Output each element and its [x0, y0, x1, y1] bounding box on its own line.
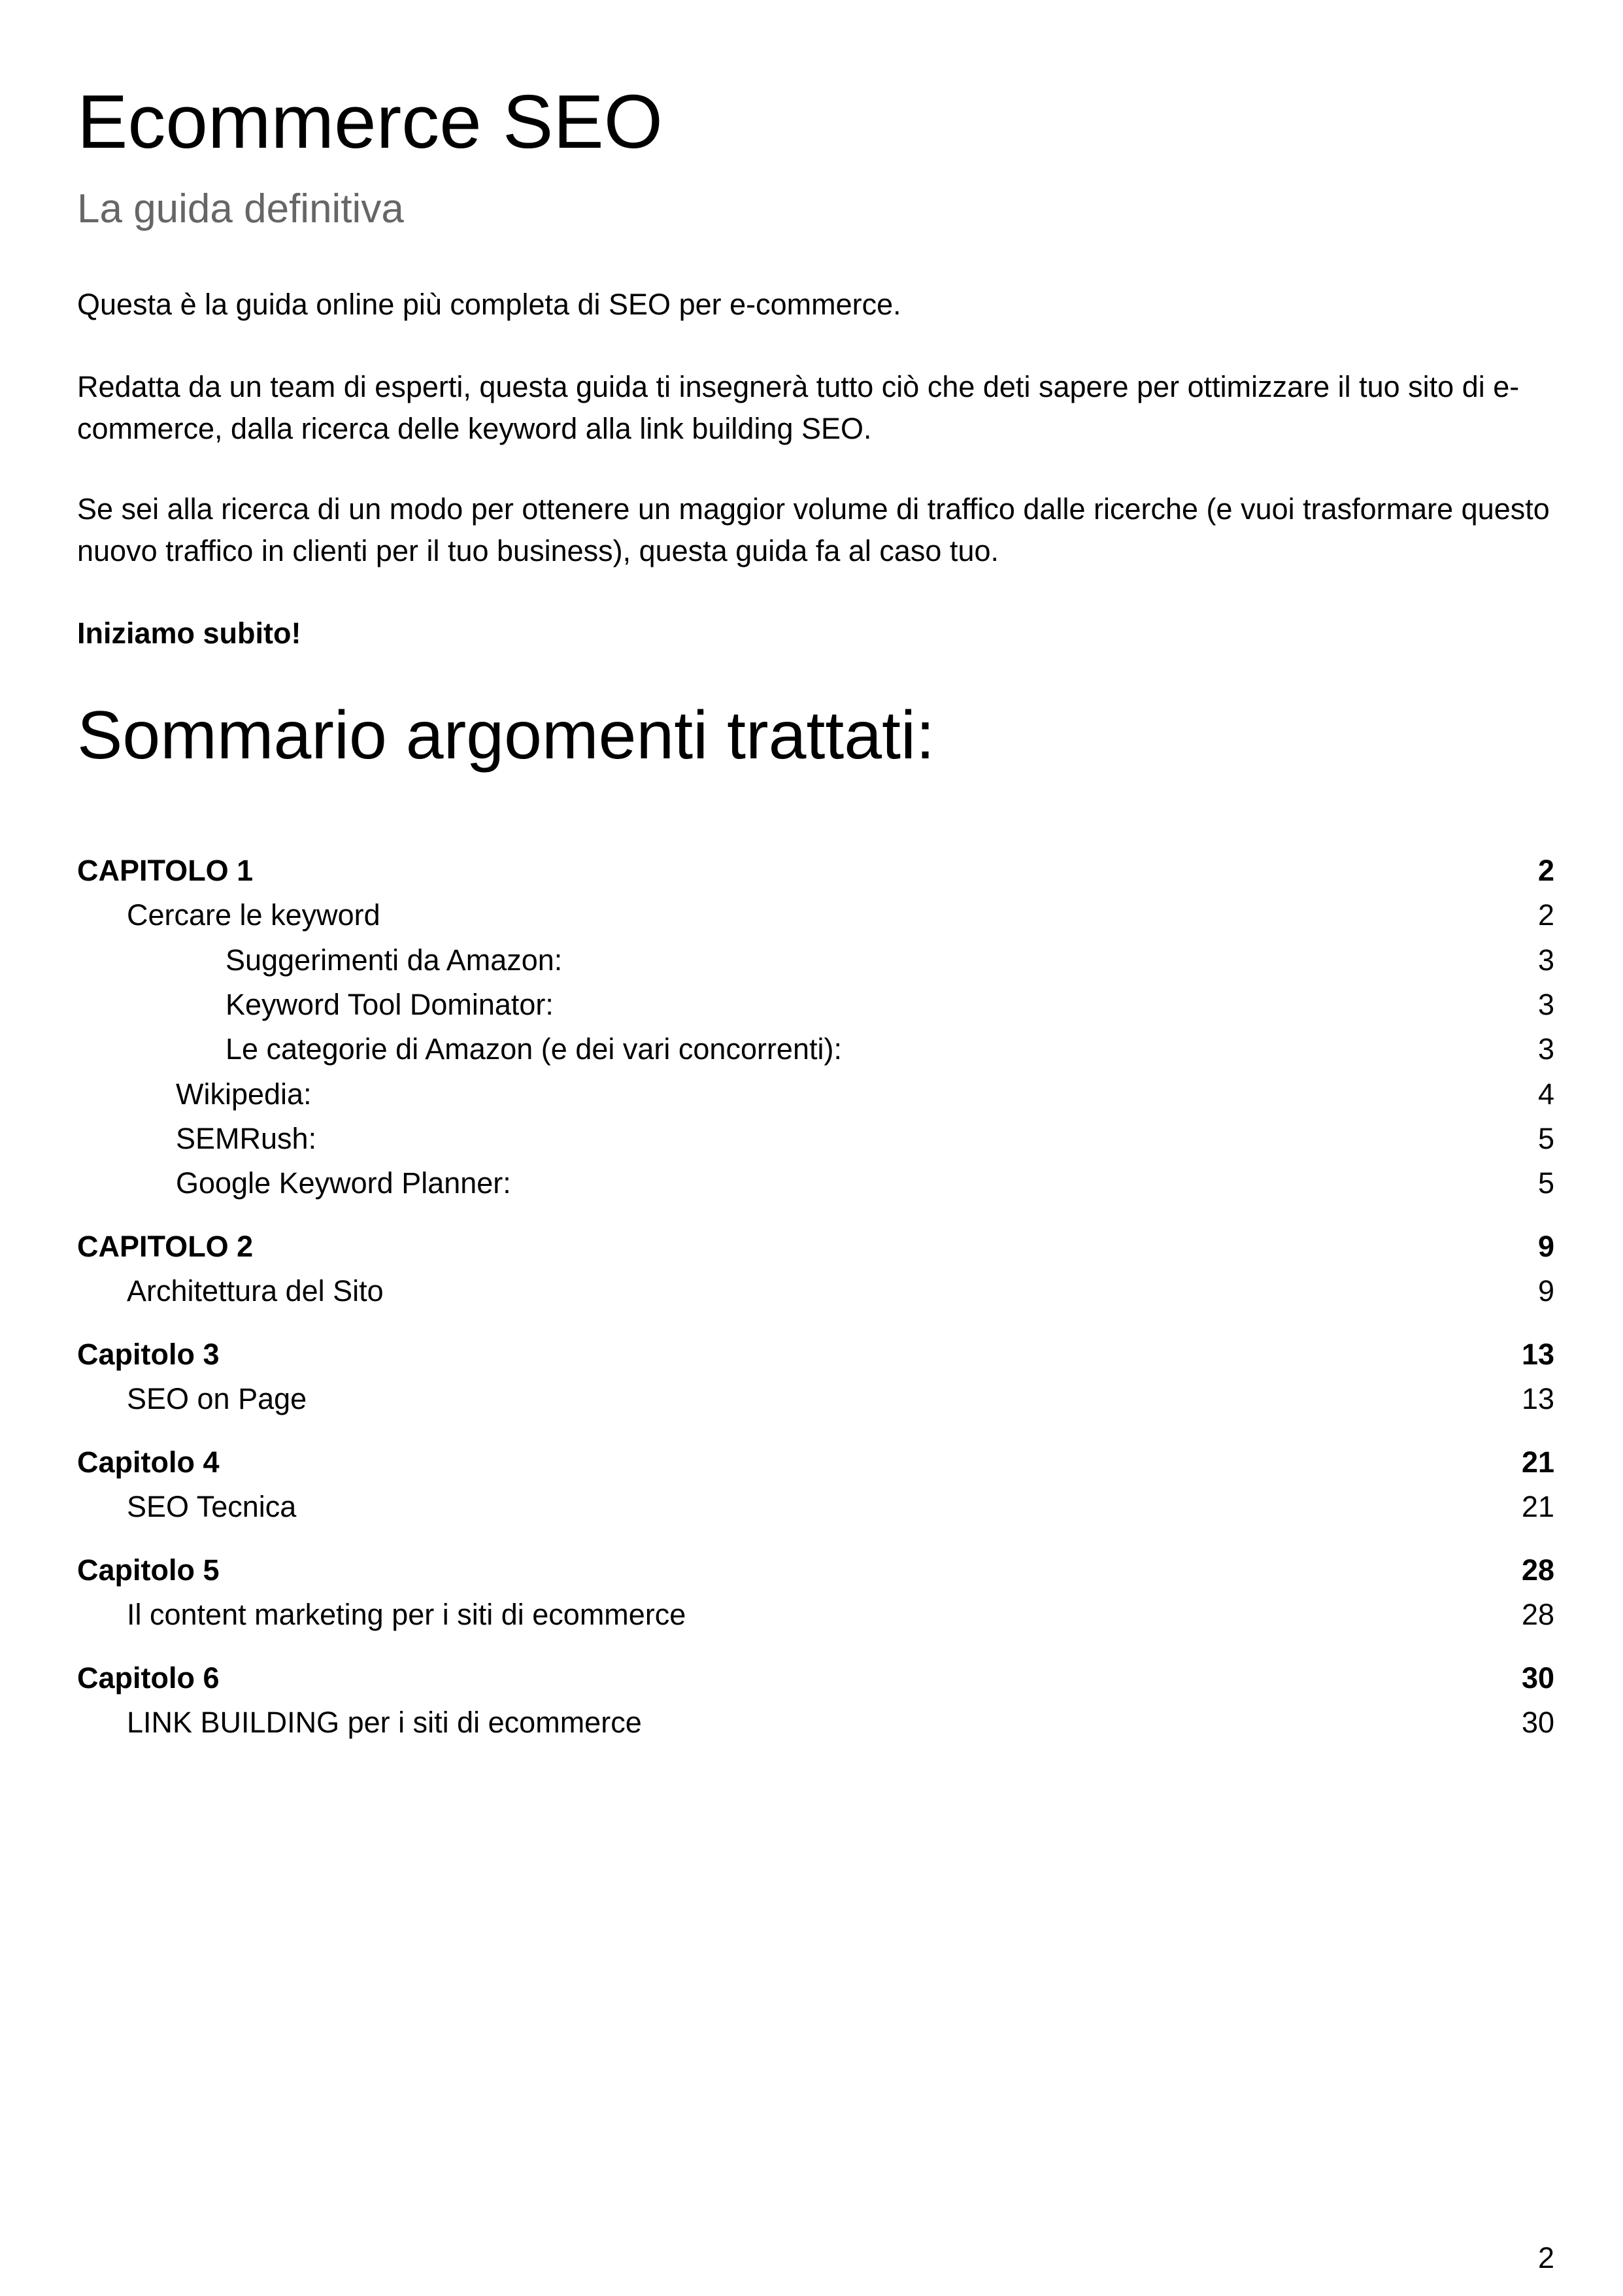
toc-entry-label: SEMRush:: [176, 1122, 317, 1155]
toc-entry-content-marketing[interactable]: [77, 1594, 1554, 1636]
toc-entry-page: 3: [1537, 943, 1554, 977]
toc-entry-suggerimenti-amazon[interactable]: [77, 939, 1554, 981]
toc-entry-label: Keyword Tool Dominator:: [226, 988, 554, 1021]
toc-entry-label: CAPITOLO 2: [77, 1230, 254, 1263]
document-subtitle: La guida definitiva: [77, 186, 404, 231]
toc-entry-page: 21: [1521, 1490, 1554, 1523]
document-title: Ecommerce SEO: [77, 79, 663, 164]
toc-entry-page: 28: [1521, 1553, 1554, 1587]
toc-entry-page: 4: [1537, 1077, 1554, 1111]
toc-entry-seo-tecnica[interactable]: [77, 1486, 1554, 1528]
toc-entry-page: 2: [1537, 854, 1554, 887]
toc-entry-label: Cercare le keyword: [127, 898, 380, 932]
page-number: 2: [1537, 2241, 1554, 2274]
toc-entry-label: Suggerimenti da Amazon:: [226, 943, 563, 977]
toc-entry-label: Google Keyword Planner:: [176, 1166, 511, 1200]
toc-entry-semrush[interactable]: [77, 1118, 1554, 1160]
toc-chapter-2[interactable]: [77, 1226, 1554, 1268]
toc-chapter-4[interactable]: [77, 1442, 1554, 1483]
toc-entry-page: 9: [1537, 1230, 1554, 1263]
intro-paragraph-2: Redatta da un team di esperti, questa guida ti insegnerà tutto ciò che deti sapere per ottimizzare il tuo sito di e-commerce, dalla ricerca delle keyword alla link building SEO.: [77, 370, 1520, 445]
toc-entry-categorie-amazon[interactable]: [77, 1028, 1554, 1070]
intro-call-to-action: Iniziamo subito!: [77, 616, 301, 650]
toc-entry-label: SEO on Page: [127, 1382, 307, 1415]
toc-entry-page: 13: [1521, 1338, 1554, 1371]
toc-chapter-1[interactable]: [77, 850, 1554, 892]
toc-entry-wikipedia[interactable]: [77, 1073, 1554, 1115]
toc-entry-page: 3: [1537, 1032, 1554, 1066]
toc-entry-keyword-tool-dominator[interactable]: [77, 984, 1554, 1026]
toc-entry-google-keyword-planner[interactable]: [77, 1162, 1554, 1204]
toc-chapter-6[interactable]: [77, 1657, 1554, 1699]
toc-entry-label: SEO Tecnica: [127, 1490, 297, 1523]
toc-entry-label: Capitolo 6: [77, 1661, 220, 1695]
intro-paragraph-1: Questa è la guida online più completa di SEO per e-commerce.: [77, 288, 901, 321]
toc-entry-page: 13: [1521, 1382, 1554, 1415]
toc-chapter-3[interactable]: [77, 1334, 1554, 1376]
toc-entry-cercare-le-keyword[interactable]: [77, 894, 1554, 936]
toc-entry-page: 30: [1521, 1706, 1554, 1739]
toc-entry-architettura-del-sito[interactable]: [77, 1270, 1554, 1312]
toc-entry-seo-on-page[interactable]: [77, 1378, 1554, 1420]
toc-entry-label: Il content marketing per i siti di ecommerce: [127, 1598, 686, 1631]
toc-entry-label: Architettura del Sito: [127, 1274, 384, 1308]
toc-entry-page: 28: [1521, 1598, 1554, 1631]
toc-entry-label: LINK BUILDING per i siti di ecommerce: [127, 1706, 642, 1739]
toc-chapter-5[interactable]: [77, 1549, 1554, 1591]
toc-entry-label: Capitolo 3: [77, 1338, 220, 1371]
toc-entry-label: CAPITOLO 1: [77, 854, 254, 887]
toc-entry-page: 2: [1537, 898, 1554, 932]
toc-entry-label: Capitolo 5: [77, 1553, 220, 1587]
toc-entry-link-building[interactable]: [77, 1702, 1554, 1744]
toc-entry-page: 3: [1537, 988, 1554, 1021]
toc-entry-page: 9: [1537, 1274, 1554, 1308]
toc-entry-label: Le categorie di Amazon (e dei vari concorrenti):: [226, 1032, 842, 1066]
toc-entry-page: 21: [1521, 1445, 1554, 1479]
toc-entry-page: 5: [1537, 1122, 1554, 1155]
toc-entry-page: 30: [1521, 1661, 1554, 1695]
toc-entry-label: Wikipedia:: [176, 1077, 312, 1111]
toc-entry-label: Capitolo 4: [77, 1445, 220, 1479]
intro-paragraph-3: Se sei alla ricerca di un modo per ottenere un maggior volume di traffico dalle ricerche (e vuoi trasformare questo nuovo traffico in clienti per il tuo business), questa guida fa al caso tuo.: [77, 492, 1550, 567]
toc-heading: Sommario argomenti trattati:: [77, 698, 935, 773]
toc-entry-page: 5: [1537, 1166, 1554, 1200]
